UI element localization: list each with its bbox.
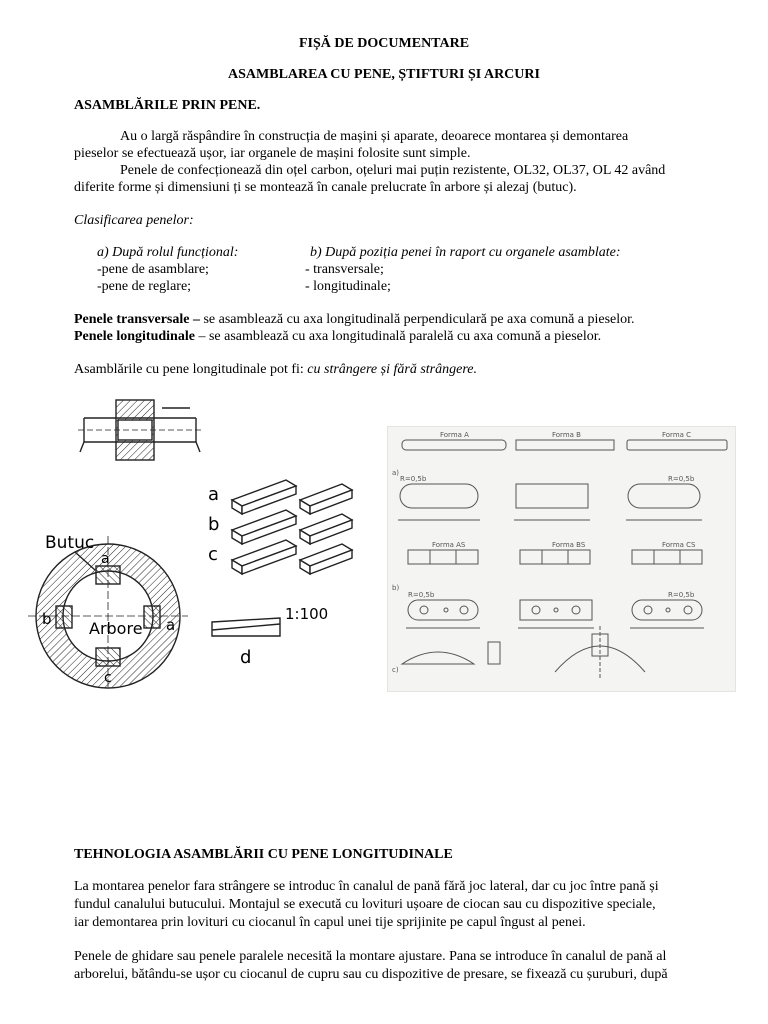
definition-term: Penele longitudinale: [74, 329, 195, 344]
definition-term: Penele transversale –: [74, 312, 200, 327]
paragraph-line: Penele de confecționează din oțel carbon, oțeluri mai puțin rezistente, OL32, OL37, OL 42 având: [120, 163, 666, 178]
classification-item: - transversale;: [305, 262, 384, 277]
paragraph-line: fundul canalului butucului. Montajul se execută cu lovituri ușoare de ciocan sau cu dispozitive speciale,: [74, 897, 656, 912]
label-ratio: 1:100: [285, 605, 329, 623]
label-key-b: b: [42, 610, 52, 628]
label-row-c: c): [392, 666, 399, 674]
classification-item: -pene de asamblare;: [97, 262, 209, 277]
label-forma-bs: Forma BS: [552, 541, 586, 549]
label-forma-cs: Forma CS: [662, 541, 696, 549]
label-forma-c: Forma C: [662, 431, 692, 439]
label-row-a: a): [392, 469, 400, 477]
paragraph-line: iar demontarea prin lovituri cu ciocanul în capul unei tije sprijinite pe capul îngust al penei.: [74, 915, 586, 930]
label-forma-b: Forma B: [552, 431, 581, 439]
label-forma-a: Forma A: [440, 431, 469, 439]
definition-text: se asamblează cu axa longitudinală perpendiculară pe axa comună a pieselor.: [199, 312, 635, 327]
paragraph-line: arborelui, bătându-se ușor cu ciocanul de cupru sau cu dispozitive de presare, se fixează cu șuruburi, după: [74, 967, 668, 982]
paragraph-line: La montarea penelor fara strângere se introduc în canalul de pană fără joc lateral, dar cu joc între pană și: [74, 879, 659, 894]
paragraph-line: Au o largă răspândire în construcția de mașini și aparate, deoarece montarea și demontarea: [120, 129, 629, 144]
paragraph-line: pieselor se efectuează ușor, iar organele de mașini folosite sunt simple.: [74, 146, 471, 161]
label-butuc: Butuc: [45, 533, 95, 553]
classification-item: -pene de reglare;: [97, 279, 192, 294]
label-radius: R=0,5b: [400, 475, 427, 483]
section-heading-tehnologia: TEHNOLOGIA ASAMBLĂRII CU PENE LONGITUDINALE: [74, 847, 453, 862]
document-subtitle: ASAMBLAREA CU PENE, ȘTIFTURI ȘI ARCURI: [228, 67, 540, 82]
label-row-b: b): [392, 584, 400, 592]
definition-text: – se asamblează cu axa longitudinală paralelă cu axa comună a pieselor.: [194, 329, 602, 344]
paragraph-line: Penele de ghidare sau penele paralele necesită la montare ajustare. Pana se introduce în canalul de pană al: [74, 949, 667, 964]
assembly-types-text: Asamblările cu pene longitudinale pot fi:: [74, 362, 308, 377]
label-radius: R=0,5b: [668, 475, 695, 483]
classification-col-a-heading: a) După rolul funcțional:: [97, 245, 239, 260]
paragraph-line: diferite forme și dimensiuni ți se montează în canale prelucrate în arbore și alezaj (butuc).: [74, 180, 577, 195]
label-shape-c: c: [208, 544, 218, 565]
label-radius: R=0,5b: [668, 591, 695, 599]
section-heading-pene: ASAMBLĂRILE PRIN PENE.: [74, 98, 261, 113]
label-forma-as: Forma AS: [432, 541, 466, 549]
label-shape-a: a: [208, 484, 220, 505]
label-shape-b: b: [208, 514, 220, 535]
label-key-c: c: [104, 670, 112, 686]
assembly-types-italic: cu strângere și fără strângere.: [307, 362, 477, 377]
classification-item: - longitudinale;: [305, 279, 391, 294]
label-arbore: Arbore: [89, 619, 143, 638]
classification-label: Clasificarea penelor:: [74, 213, 194, 228]
classification-col-b-heading: b) După poziția penei în raport cu organele asamblate:: [310, 245, 621, 260]
document-title: FIȘĂ DE DOCUMENTARE: [298, 36, 470, 51]
label-key-a: a: [101, 551, 110, 567]
label-shape-d: d: [240, 647, 252, 668]
label-key-d-side: a: [166, 616, 176, 634]
label-radius: R=0,5b: [408, 591, 435, 599]
